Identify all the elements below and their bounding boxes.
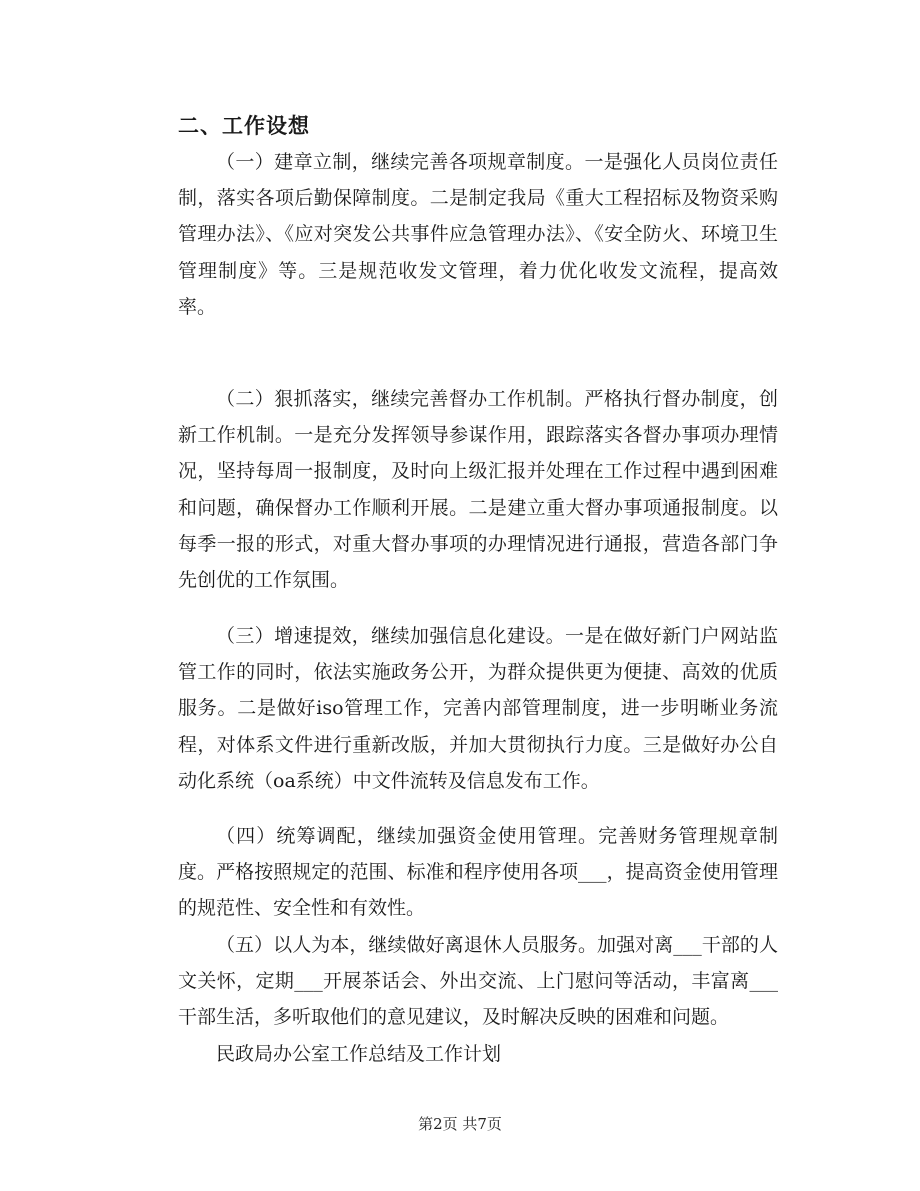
paragraph-4: （四）统筹调配，继续加强资金使用管理。完善财务管理规章制度。严格按照规定的范围、标准和程序使用各项___，提高资金使用管理的规范性、安全性和有效性。 xyxy=(178,825,778,920)
page-number: 第2页 共7页 xyxy=(418,1115,502,1133)
closing-title: 民政局办公室工作总结及工作计划 xyxy=(216,1043,502,1065)
paragraph-5: （五）以人为本，继续做好离退休人员服务。加强对离___干部的人文关怀，定期___开展茶话会、外出交流、上门慰问等活动，丰富离___干部生活，多听取他们的意见建议，及时解决反映的困难和问题。 xyxy=(178,934,778,1029)
paragraph-3: （三）增速提效，继续加强信息化建设。一是在做好新门户网站监管工作的同时，依法实施政务公开，为群众提供更为便捷、高效的优质服务。二是做好iso管理工作，完善内部管理制度，进一步明晰业务流程，对体系文件进行重新改版，并加大贯彻执行力度。三是做好办公自动化系统（oa系统）中文件流转及信息发布工作。 xyxy=(178,625,778,792)
section-heading: 二、工作设想 xyxy=(178,113,310,138)
paragraph-1: （一）建章立制，继续完善各项规章制度。一是强化人员岗位责任制，落实各项后勤保障制度。二是制定我局《重大工程招标及物资采购管理办法》、《应对突发公共事件应急管理办法》、《安全防火、环境卫生管理制度》等。三是规范收发文管理，着力优化收发文流程，提高效率。 xyxy=(178,151,778,318)
paragraph-2: （二）狠抓落实，继续完善督办工作机制。严格执行督办制度，创新工作机制。一是充分发挥领导参谋作用，跟踪落实各督办事项办理情况，坚持每周一报制度，及时向上级汇报并处理在工作过程中遇到困难和问题，确保督办工作顺利开展。二是建立重大督办事项通报制度。以每季一报的形式，对重大督办事项的办理情况进行通报，营造各部门争先创优的工作氛围。 xyxy=(178,388,778,592)
